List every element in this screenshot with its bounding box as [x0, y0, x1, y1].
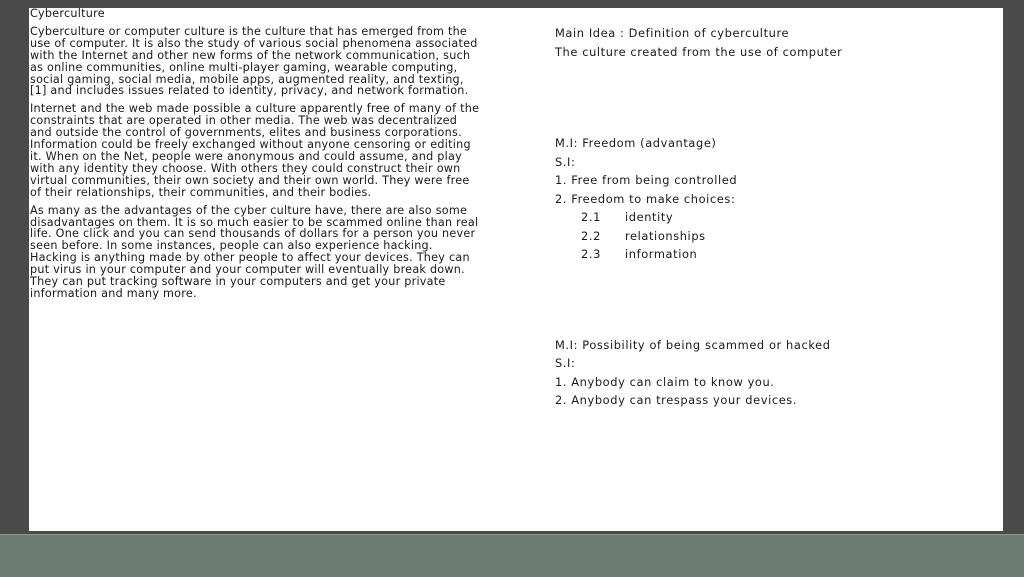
scam-point-2: 2. Anybody can trespass your devices. — [555, 393, 798, 407]
notes-column — [555, 24, 995, 410]
freedom-subpoint-information — [555, 245, 995, 264]
scam-main-idea: M.I: Possibility of being scammed or hacked — [555, 337, 831, 352]
footer-bar — [0, 534, 1024, 577]
subpoint-text: information — [625, 247, 698, 261]
scam-point-1: 1. Anybody can claim to know you. — [555, 374, 775, 389]
freedom-subpoint-relationships — [555, 227, 995, 246]
freedom-point-1: 1. Free from being controlled — [555, 173, 738, 187]
freedom-subpoint-identity — [555, 208, 995, 227]
essay-column — [30, 8, 480, 306]
freedom-supporting-label: S.I: — [555, 154, 576, 169]
essay-paragraph-3: As many as the advantages of the cyber culture have, there are also some disadvantages on them. It is so much easier to be scammed online than real life. One click and you can send thousands of dollars for a person you never seen before. In some instances, people can also experience hacking. Hacking is anything made by other people to affect your devices. They can put virus in your computer and your computer will eventually break down. They can put tracking software in your computers and get your private information and many more. — [30, 203, 479, 300]
scam-supporting-label: S.I: — [555, 356, 576, 370]
subpoint-text: identity — [625, 210, 674, 224]
subpoint-number: 2.3 — [581, 247, 601, 261]
essay-paragraph-2: Internet and the web made possible a culture apparently free of many of the constraints that are operated in other media. The web was decentralized and outside the control of governments, elites and business corporations. Information could be freely exchanged without anyone censoring or editing it. When on the Net, people were anonymous and could assume, and play with any identity they choose. With others they could construct their own virtual communities, their own society and their own world. They were free of their relationships, their communities, and their bodies. — [30, 102, 480, 199]
freedom-point-2: 2. Freedom to make choices: — [555, 191, 736, 206]
subpoint-number: 2.2 — [581, 228, 601, 243]
main-idea-heading: Main Idea : Definition of cyberculture — [555, 26, 790, 40]
subpoint-text: relationships — [625, 228, 706, 243]
document-page — [29, 8, 1003, 531]
essay-paragraph-1: Cyberculture or computer culture is the culture that has emerged from the use of computer. It is also the study of various social phenomena associated with the Internet and other new forms of the network communication, such as online communities, online multi-player gaming, wearable computing, social gaming, social media, mobile apps, augmented reality, and texting,[1] and includes issues related to identity, privacy, and network formation. — [30, 24, 478, 98]
essay-title: Cyberculture — [30, 7, 105, 20]
freedom-main-idea: M.I: Freedom (advantage) — [555, 136, 717, 150]
main-idea-detail: The culture created from the use of computer — [555, 44, 843, 59]
subpoint-number: 2.1 — [581, 210, 601, 224]
